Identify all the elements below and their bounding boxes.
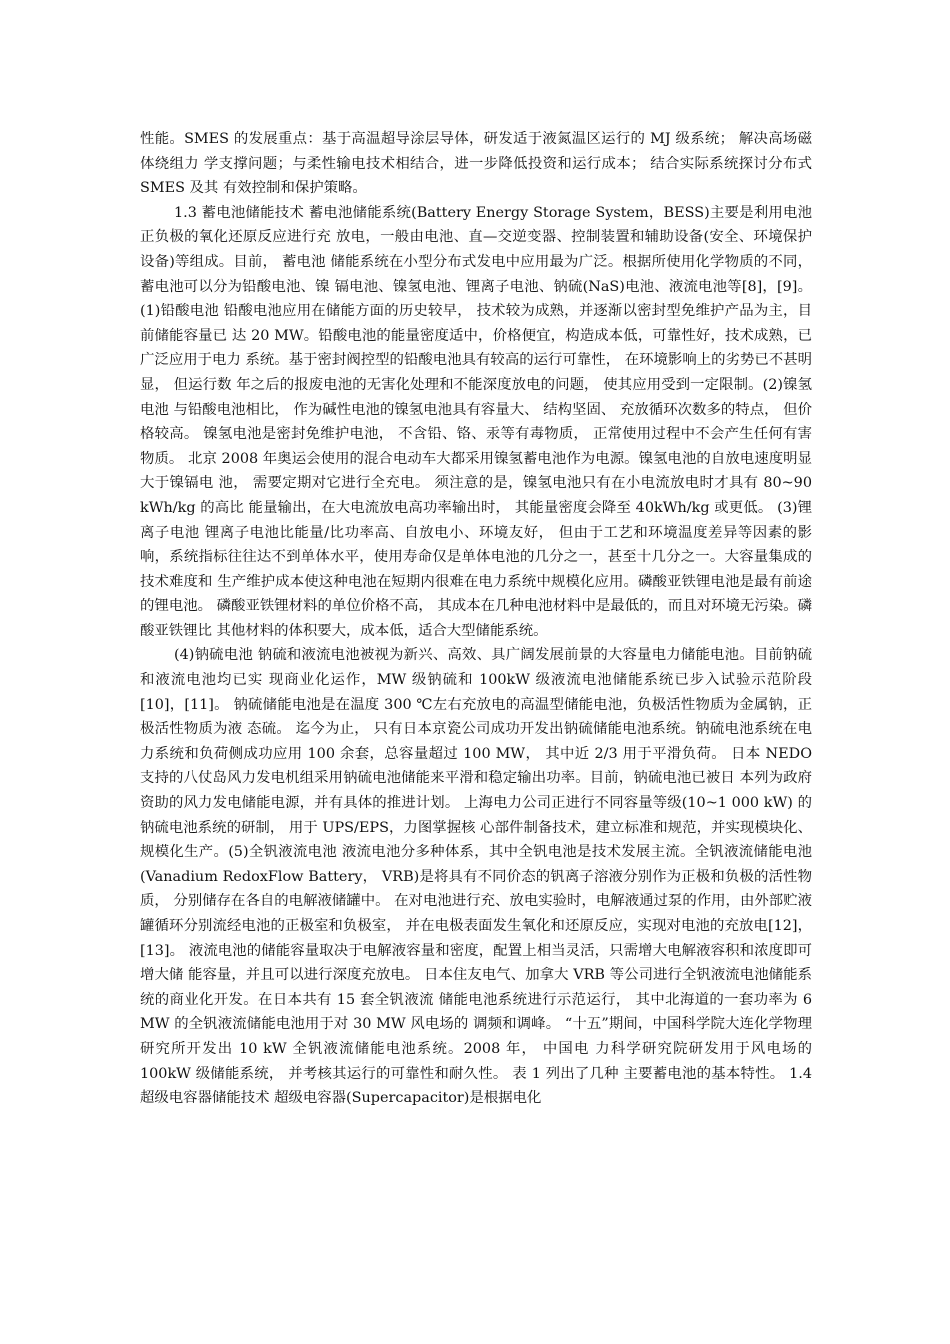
paragraph-nas-and-flow-batteries: (4)钠硫电池 钠硫和液流电池被视为新兴、高效、具广阔发展前景的大容量电力储能电池。目前钠硫和液流电池均已实 现商业化运作，MW 级钠硫和 100kW 级液流电池储能系统已步入试验示范阶段[10]，[11]。 钠硫储能电池是在温度 300 ℃左右充放电的高温型储能电池，负极活性物质为金属钠，正极活性物质为液 态硫。 迄今为止， 只有日本京瓷公司成功开发出钠硫储能电池系统。钠硫电池系统在电力系统和负荷侧成功应用 100 余套，总容量超过 100 MW， 其中近 2/3 用于平滑负荷。 日本 NEDO 支持的八仗岛风力发电机组采用钠硫电池储能来平滑和稳定输出功率。目前，钠硫电池已被日 本列为政府资助的风力发电储能电源，并有具体的推进计划。 上海电力公司正进行不同容量等级(10~1 000 kW) 的钠硫电池系统的研制， 用于 UPS/EPS，力图掌握核 心部件制备技术，建立标准和规范，并实现模块化、规模化生产。(5)全钒液流电池 液流电池分多种体系，其中全钒电池是技术发展主流。全钒液流储能电池(Vanadium RedoxFlow Battery， VRB)是将具有不同价态的钒离子溶液分别作为正极和负极的活性物质， 分别储存在各自的电解液储罐中。 在对电池进行充、放电实验时，电解液通过泵的作用，由外部贮液罐循环分别流经电池的正极室和负极室， 并在电极表面发生氧化和还原反应，实现对电池的充放电[12]，[13]。 液流电池的储能容量取决于电解液容量和密度，配置上相当灵活，只需增大电解液容积和浓度即可增大储 能容量，并且可以进行深度充放电。 日本住友电气、加拿大 VRB 等公司进行全钒液流电池储能系统的商业化开发。在日本共有 15 套全钒液流 储能电池系统进行示范运行， 其中北海道的一套功率为 6 MW 的全钒液流储能电池用于对 30 MW 风电场的 调频和调峰。 “十五”期间，中国科学院大连化学物理研究所开发出 10 kW 全钒液流储能电池系统。2008 年， 中国电 力科学研究院研发用于风电场的 100kW 级储能系统， 并考核其运行的可靠性和耐久性。 表 1 列出了几种 主要蓄电池的基本特性。 1.4 超级电容器储能技术 超级电容器(Supercapacitor)是根据电化 (140, 647, 812, 1107)
document-body (140, 127, 812, 1111)
paragraph-battery-storage: 1.3 蓄电池储能技术 蓄电池储能系统(Battery Energy Storage System，BESS)主要是利用电池正负极的氧化还原反应进行充 放电，一般由电池、直—交逆变器、控制装置和辅助设备(安全、环境保护设备)等组成。目前， 蓄电池 储能系统在小型分布式发电中应用最为广泛。根据所使用化学物质的不同，蓄电池可以分为铅酸电池、镍 镉电池、镍氢电池、锂离子电池、钠硫(NaS)电池、液流电池等[8]，[9]。(1)铅酸电池 铅酸电池应用在储能方面的历史较早， 技术较为成熟，并逐渐以密封型免维护产品为主，目前储能容量已 达 20 MW。铅酸电池的能量密度适中，价格便宜，构造成本低，可靠性好，技术成熟，已广泛应用于电力 系统。基于密封阀控型的铅酸电池具有较高的运行可靠性， 在环境影响上的劣势已不甚明显， 但运行数 年之后的报废电池的无害化处理和不能深度放电的问题， 使其应用受到一定限制。(2)镍氢电池 与铅酸电池相比， 作为碱性电池的镍氢电池具有容量大、 结构坚固、 充放循环次数多的特点， 但价格较高。 镍氢电池是密封免维护电池， 不含铅、铬、汞等有毒物质， 正常使用过程中不会产生任何有害物质。 北京 2008 年奥运会使用的混合电动车大都采用镍氢蓄电池作为电源。镍氢电池的自放电速度明显大于镍镉电 池， 需要定期对它进行全充电。 须注意的是，镍氢电池只有在小电流放电时才具有 80~90 kWh/kg 的高比 能量输出，在大电流放电高功率输出时， 其能量密度会降至 40kWh/kg 或更低。 (3)锂离子电池 锂离子电池比能量/比功率高、自放电小、环境友好， 但由于工艺和环境温度差异等因素的影响，系统指标往往达不到单体水平，使用寿命仅是单体电池的几分之一，甚至十几分之一。大容量集成的技术难度和 生产维护成本使这种电池在短期内很难在电力系统中规模化应用。磷酸亚铁锂电池是最有前途的锂电池。 磷酸亚铁锂材料的单位价格不高， 其成本在几种电池材料中是最低的，而且对环境无污染。磷酸亚铁锂比 其他材料的体积要大，成本低，适合大型储能系统。 (140, 204, 812, 639)
paragraph-smes-summary: 性能。SMES 的发展重点：基于高温超导涂层导体，研发适于液氮温区运行的 MJ 级系统； 解决高场磁体绕组力 学支撑问题；与柔性输电技术相结合，进一步降低投资和运行成本； 结合实际系统探讨分布式 SMES 及其 有效控制和保护策略。 (140, 131, 812, 197)
